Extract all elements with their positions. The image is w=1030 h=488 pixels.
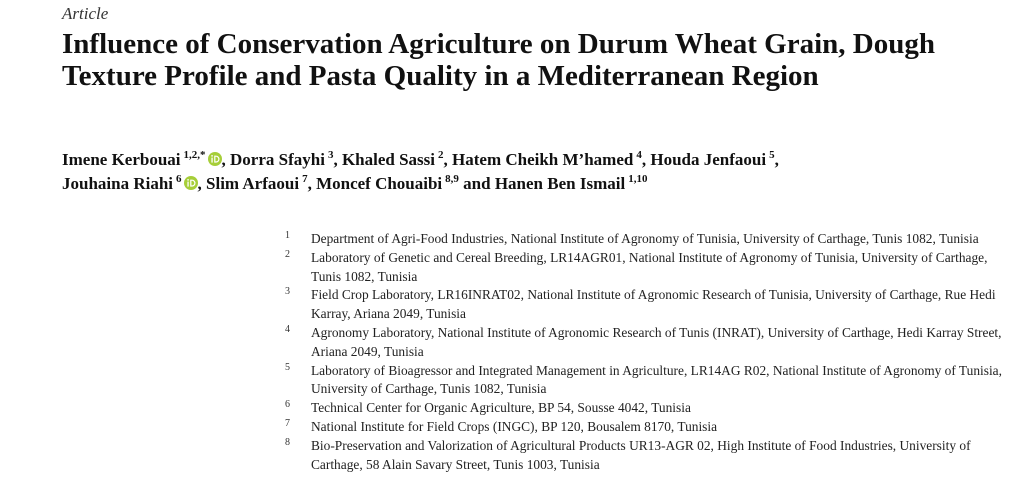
author-name [230,150,338,169]
author-name-text: Jouhaina Riahi [62,174,174,193]
affiliation-item [285,399,1015,418]
author-separator: , [774,150,779,169]
author-name [495,174,648,193]
affiliation-text: Agronomy Laboratory, National Institute of Agronomic Research of Tunis (INRAT), University of Carthage, Hedi Karray Street, Ariana 2049, Tunisia [311,324,1002,359]
author-name-text: Hatem Cheikh M’hamed [452,150,634,169]
affiliation-number: 7 [285,417,290,429]
affiliation-item [285,437,1015,475]
author-affiliation-marker: 4 [636,149,642,162]
affiliation-list [285,230,1015,474]
affiliation-item [285,286,1015,324]
author-affiliation-marker: 6 [176,173,182,186]
author-separator: , [641,150,647,169]
affiliation-item [285,418,1015,437]
affiliation-item [285,249,1015,287]
affiliation-number: 6 [285,399,290,411]
author-name-text: Moncef Chouaibi [316,174,443,193]
author-name [316,174,491,193]
author-name [206,174,312,193]
affiliation-item [285,324,1015,362]
author-affiliation-marker: 1,10 [628,173,648,186]
affiliation-text: Department of Agri-Food Industries, National Institute of Agronomy of Tunisia, University of Carthage, Tunis 1082, Tunisia [311,231,979,246]
author-affiliation-marker: 2 [438,149,444,162]
author-name [650,150,778,169]
author-separator: , [333,150,338,169]
affiliation-number: 2 [285,248,290,260]
affiliation-text: National Institute for Field Crops (INGC), BP 120, Bousalem 8170, Tunisia [311,418,718,434]
author-separator: , [197,174,202,193]
affiliation-item [285,230,1015,249]
author-name-text: Dorra Sfayhi [230,150,325,169]
affiliation-text: Laboratory of Bioagressor and Integrated Management in Agriculture, LR14AG R02, National Institute of Agronomy of Tunisia, University of Carthage, Tunis 1082, Tunisia [311,362,1002,397]
author-name-text: Khaled Sassi [341,150,436,169]
author-affiliation-marker: 1,2,* [183,149,206,162]
author-affiliation-marker: 8,9 [445,173,459,186]
affiliation-item [285,362,1015,400]
author-affiliation-marker: 5 [769,149,775,162]
author-name [342,150,448,169]
author-separator: , [443,150,448,169]
affiliation-number: 3 [285,286,290,298]
author-name-text: Slim Arfaoui [206,174,300,193]
author-separator: , [307,174,312,193]
author-list [62,148,1002,196]
affiliation-text: Bio-Preservation and Valorization of Agricultural Products UR13-AGR 02, High Institute of Food Industries, University of Carthage, 58 Alain Savary Street, Tunis 1003, Tunisia [311,437,971,472]
author-separator: , [221,150,226,169]
affiliation-text: Field Crop Laboratory, LR16INRAT02, National Institute of Agronomic Research of Tunisia, University of Carthage, Rue Hedi Karray, Ariana 2049, Tunisia [311,287,996,322]
affiliation-number: 8 [285,436,290,448]
orcid-icon[interactable] [184,173,198,196]
paper-title: Influence of Conservation Agriculture on Durum Wheat Grain, Dough Texture Profile and Pasta Quality in a Mediterranean Region [62,28,935,92]
affiliation-number: 4 [285,323,290,335]
orcid-icon[interactable] [208,149,222,172]
author-separator: and [458,174,491,193]
author-name-text: Imene Kerbouai [62,150,181,169]
author-name-text: Hanen Ben Ismail [494,174,626,193]
affiliation-number: 1 [285,230,290,241]
affiliation-text: Technical Center for Organic Agriculture, BP 54, Sousse 4042, Tunisia [311,400,691,416]
author-name [62,150,226,169]
article-type-label: Article [62,4,109,23]
affiliation-number: 5 [285,361,290,373]
author-affiliation-marker: 7 [302,173,308,186]
affiliation-text: Laboratory of Genetic and Cereal Breeding, LR14AGR01, National Institute of Agronomy of Tunisia, University of Carthage, Tunis 1082, Tunisia [311,249,988,284]
author-name-text: Houda Jenfaoui [650,150,767,169]
author-name [452,150,646,169]
author-name [62,174,202,193]
author-affiliation-marker: 3 [327,149,334,162]
